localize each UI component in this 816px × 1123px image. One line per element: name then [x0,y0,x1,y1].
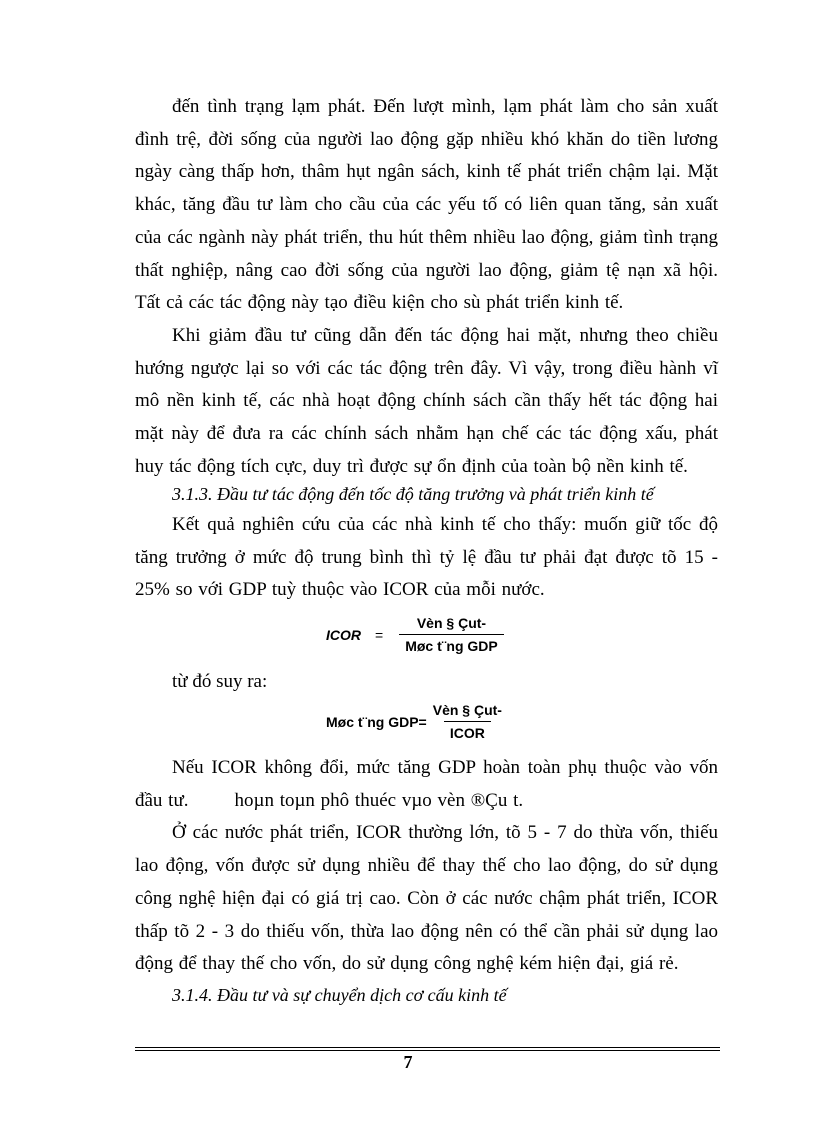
section-heading-3-1-4: 3.1.4. Đầu tư và sự chuyển dịch cơ cấu kinh tế [172,985,507,1005]
formula2-numerator: Vèn § Çut- [432,702,502,718]
gdp-growth-formula [326,702,508,741]
formula-lhs: ICOR [326,626,361,643]
formula-equals: = [375,626,384,643]
paragraph-investment-decrease: Khi giảm đầu tư cũng dẫn đến tác động hai mặt, nhưng theo chiều hướng ngược lại so với các tác động trên đây. Vì vậy, trong điều hành vĩ mô nền kinh tế, các nhà hoạt động chính sách cần thấy hết tác động hai mặt này để đưa ra các chính sách nhằm hạn chế các tác động xấu, phát huy tác động tích cực, duy trì được sự ổn định của toàn bộ nền kinh tế. [135,324,718,477]
footer-rule-bottom [135,1050,720,1051]
formula2-denominator: ICOR [444,721,491,741]
paragraph-icor-constant: Nếu ICOR không đổi, mức tăng GDP hoàn toàn phụ thuộc vào vốn đầu tư. hoµn toµn phô thuéc vµo vèn ®Çu t. [135,757,724,811]
formula2-fraction [427,702,508,741]
icor-formula [326,615,504,654]
paragraph-research-results: Kết quả nghiên cứu của các nhà kinh tế cho thấy: muốn giữ tốc độ tăng trưởng ở mức độ trung bình thì tỷ lệ đầu tư phải đạt được tõ 15 - 25% so với GDP tuỳ thuộc vào ICOR của mỗi nước. [135,514,718,601]
formula-denominator: Møc t¨ng GDP [399,634,504,654]
paragraph-block-1 [135,91,718,483]
paragraph-inflation-effects: đến tình trạng lạm phát. Đến lượt mình, lạm phát làm cho sản xuất đình trệ, đời sống của người lao động gặp nhiều khó khăn do tiền lương ngày càng thấp hơn, thâm hụt ngân sách, kinh tế phát triển chậm lại. Mặt khác, tăng đầu tư làm cho cầu của các yếu tố có liên quan tăng, sản xuất của các ngành này phát triển, thu hút thêm nhiều lao động, giảm tình trạng thất nghiệp, nâng cao đời sống của người lao động, giảm tệ nạn xã hội. Tất cả các tác động này tạo điều kiện cho sù phát triển kinh tế. [135,96,718,314]
formula-numerator: Vèn § Çut- [416,615,487,631]
paragraph-block-3 [135,752,724,981]
formula2-lhs: Møc t¨ng GDP= [326,713,427,730]
paragraph-block-2 [135,509,718,607]
formula-fraction [399,615,504,654]
derive-text: từ đó suy ra: [172,671,268,692]
paragraph-developed-countries: Ở các nước phát triển, ICOR thường lớn, tõ 5 - 7 do thừa vốn, thiếu lao động, vốn được sử dụng nhiều để thay thế cho lao động, do sử dụng công nghệ hiện đại có giá trị cao. Còn ở các nước chậm phát triển, ICOR thấp tõ 2 - 3 do thiếu vốn, thừa lao động nên có thể cần phải sử dụng lao động để thay thế cho vốn, do sử dụng công nghệ kém hiện đại, giá rẻ. [135,822,718,975]
footer-rule-top [135,1047,720,1048]
section-heading-3-1-3: 3.1.3. Đầu tư tác động đến tốc độ tăng trưởng và phát triển kinh tế [172,484,654,504]
page-number: 7 [403,1052,413,1072]
